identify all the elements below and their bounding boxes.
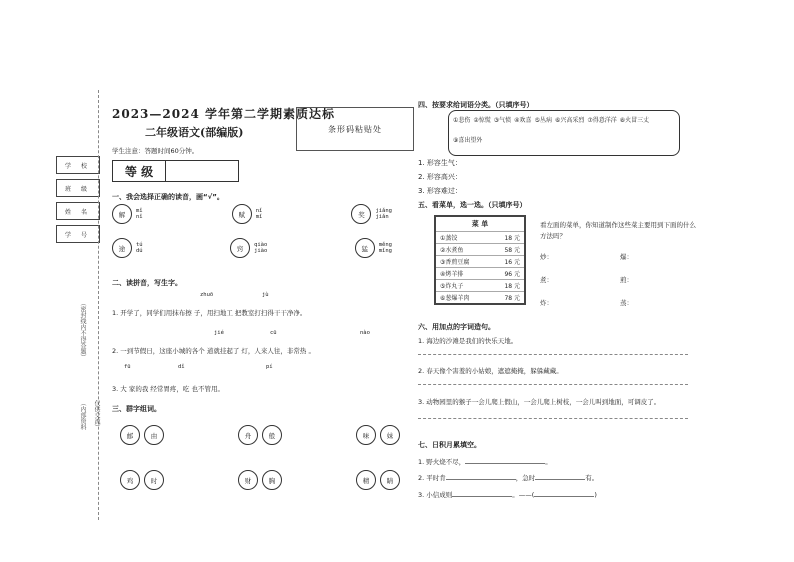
char-card: 由 [144,425,164,445]
char-card: 窍 [230,238,250,258]
seal-line [98,90,99,520]
menu-row: ①蒸饺 18 元 [436,231,524,243]
grade-box [112,160,239,182]
word-option: ⑤丛病 [534,117,552,124]
q2-line1: 1. 开学了，同学们用抹布擦 子，用扫地工 把教室打扫得干干净净。 [112,309,307,317]
pinyin-option[interactable]: měng [378,242,392,248]
char-card: 鸡 [120,470,140,490]
q1-item [230,238,267,258]
char-card: 味 [356,425,376,445]
q1-item [112,204,143,224]
q6-answer2[interactable] [418,384,688,385]
q5-title: 五、看菜单，选一选。（只填序号） [418,201,527,209]
menu-box [434,215,526,305]
q1-title: 一、我会选择正确的读音，画“√”。 [112,193,224,201]
q2-pinyin-2c: nào [360,330,370,336]
word-option: ①悲伤 [453,117,471,124]
q6-line2: 2. 春天像个害羞的小姑娘，遮遮掩掩，躲躲藏藏。 [418,367,563,375]
q1-item [112,238,143,258]
word-option: ②惊慌 [473,117,491,124]
seal-note: （密封线内不得答题） [79,300,86,360]
word-option: ④欢喜 [514,117,532,124]
q2-pinyin-2b: cū [270,330,277,336]
q6-title: 六、用加点的字词造句。 [418,323,495,331]
internal-note: （内部资料 [79,400,86,430]
word-option: ⑦得意洋洋 [587,117,617,124]
fill-blank[interactable] [452,496,512,497]
q4-line2[interactable]: 2. 形容高兴： [418,173,462,181]
q6-line3: 3. 动物园里的猴子一会儿爬上假山，一会儿爬上树枝，一会儿叫到地面，可调皮了。 [418,398,661,406]
word-option: ⑨喜出望外 [453,136,483,144]
method-field[interactable]: 煎： [620,276,633,284]
fill-blank[interactable] [446,479,516,480]
word-option: ⑧火冒三丈 [619,117,650,124]
method-field[interactable]: 炒： [540,253,553,261]
class-field[interactable]: 班 级 [56,179,100,197]
q4-title: 四、按要求给词语分类。（只填序号） [418,101,534,109]
page-subtitle: 二年级语文(部编版) [145,126,244,139]
q1-grid [112,204,392,258]
q6-answer1[interactable] [418,354,688,355]
char-card: 胸 [262,470,282,490]
q4-line1[interactable]: 1. 形容生气： [418,159,462,167]
menu-row: ③香煎豆腐 16 元 [436,255,524,267]
fill-blank[interactable] [534,496,594,497]
q7-title: 七、日积月累填空。 [418,441,481,449]
exam-note: 学生注意：答题时间60分钟。 [112,147,199,155]
menu-row: ⑥葱爆羊肉 78 元 [436,291,524,303]
school-field[interactable]: 学 校 [56,156,100,174]
pinyin-option[interactable]: jiǎng [375,208,392,214]
q1-item [351,204,392,224]
char-card: 奖 [351,204,371,224]
q2-line3: 3. 大 家的我 经常胃疼，吃 也不管用。 [112,385,224,393]
pinyin-option[interactable]: mǐng [378,248,392,254]
q4-options [448,110,680,156]
q1-item [355,238,392,258]
pinyin-option[interactable]: mǐ [136,208,143,214]
q7-line2: 2. 平时肯 ，急时 有。 [418,474,599,482]
barcode-area [296,107,414,151]
word-option: ③气愤 [493,117,512,124]
char-card: 舟 [238,425,258,445]
pinyin-option[interactable]: nǐ [255,208,263,214]
q5-question: 看左面的菜单，你知道制作这些菜主要用到下面的什么方法吗？ [540,221,696,240]
pinyin-option[interactable]: nǐ [136,214,143,220]
pinyin-option[interactable]: tú [136,242,143,248]
q2-pinyin-2a: jié [214,330,224,336]
char-card: 时 [144,470,164,490]
method-field[interactable]: 煮： [540,276,553,284]
q2-pinyin-3b: dǐ [178,364,185,370]
char-card: 精 [356,470,376,490]
fill-blank[interactable] [535,479,585,480]
q3-row2 [120,470,400,490]
q4-line3[interactable]: 3. 形容难过： [418,187,462,195]
page-title: 2023—2024 学年第二学期素质达标 [112,107,335,121]
q7-line1: 1. 野火烧不尽， 。 [418,458,552,466]
q3-title: 三、群字组词。 [112,405,161,413]
student-info [56,156,100,248]
char-card: 财 [238,470,258,490]
q1-item [232,204,263,224]
q2-pinyin-1a: zhuō [200,292,214,298]
q5-methods [540,252,700,307]
char-card: 途 [112,238,132,258]
share-note: 仅供交流） [93,400,100,430]
q2-title: 二、读拼音，写生字。 [112,279,182,287]
grade-value[interactable] [166,161,238,181]
menu-title: 菜 单 [471,220,489,228]
char-card: 睛 [380,470,400,490]
word-option: ⑥兴高采烈 [554,117,585,124]
q3-row1 [120,425,400,445]
pinyin-option[interactable]: dú [136,248,143,254]
method-field[interactable]: 爆： [620,253,633,261]
method-field[interactable]: 炸： [540,299,553,307]
char-card: 般 [262,425,282,445]
menu-row: ⑤炸丸子 18 元 [436,279,524,291]
grade-label: 等 级 [113,161,166,181]
q2-pinyin-3a: fū [124,364,131,370]
fill-blank[interactable] [465,463,545,464]
q6-line1: 1. 海边的沙滩是我们的快乐天地。 [418,337,518,345]
pinyin-option[interactable]: jiǎn [375,214,389,220]
q6-answer3[interactable] [418,418,688,419]
number-field[interactable]: 学 号 [56,225,100,243]
method-field[interactable]: 蒸： [620,299,633,307]
menu-row: ②水煮鱼 58 元 [436,243,524,255]
char-card: 邮 [120,425,140,445]
char-card: 猛 [355,238,375,258]
name-field[interactable]: 姓 名 [56,202,100,220]
char-card: 妹 [380,425,400,445]
barcode-label: 条形码粘贴处 [328,124,382,134]
char-card: 赋 [232,204,252,224]
q2-pinyin-3c: pí [266,364,273,370]
pinyin-option[interactable]: qiào [254,242,268,248]
pinyin-option[interactable]: mǐ [255,214,263,220]
pinyin-option[interactable]: jiào [254,248,268,254]
q7-line3: 3. 小信成则 。——( ) [418,491,597,499]
q2-pinyin-1b: jù [262,292,269,298]
menu-row: ④烤羊排 96 元 [436,267,524,279]
q2-line2: 2. 一到节假日，这座小城的各个 道就挂起了 灯，人来人往，非常热 。 [112,347,315,355]
char-card: 解 [112,204,132,224]
